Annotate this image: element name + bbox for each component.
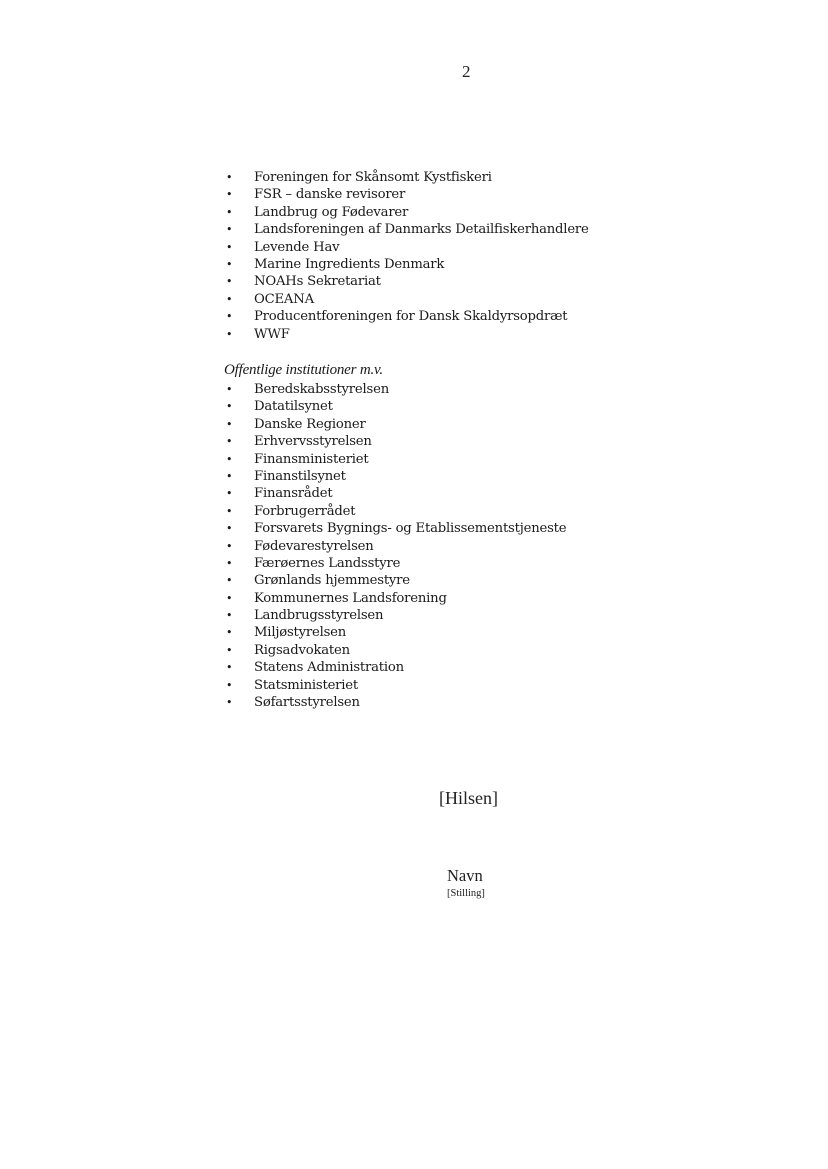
list-item-text: NOAHs Sekretariat — [254, 274, 381, 290]
list-item-text: Marine Ingredients Denmark — [254, 256, 445, 272]
list-item — [224, 239, 589, 256]
list-item-text: Erhvervsstyrelsen — [254, 434, 372, 450]
list-item-text: Landbrugsstyrelsen — [254, 608, 384, 624]
bullet-icon: • — [226, 643, 233, 657]
bullet-icon: • — [226, 310, 233, 324]
list-item — [224, 642, 566, 659]
bullet-icon: • — [226, 292, 233, 306]
list-item — [224, 169, 589, 186]
list-item — [224, 186, 589, 203]
bullet-icon: • — [226, 223, 233, 237]
list-item-text: Fødevarestyrelsen — [254, 538, 374, 554]
list-item — [224, 538, 566, 555]
bullet-icon: • — [226, 327, 233, 341]
list-item — [224, 607, 566, 624]
list-item-text: Foreningen for Skånsomt Kystfiskeri — [254, 170, 492, 185]
list-item-text: OCEANA — [254, 291, 314, 307]
list-item — [224, 677, 566, 694]
list-item-text: Statens Administration — [254, 660, 404, 676]
list-item — [224, 398, 566, 415]
list-item — [224, 326, 589, 343]
bullet-icon: • — [226, 574, 233, 588]
bullet-icon: • — [226, 188, 233, 202]
page-number: 2 — [462, 62, 471, 81]
list-item-text: Forbrugerrådet — [254, 503, 356, 519]
list-item — [224, 433, 566, 450]
bullet-icon: • — [226, 257, 233, 271]
list-item — [224, 416, 566, 433]
list-item-text: Finansministeriet — [254, 451, 369, 467]
list-item-text: Finanstilsynet — [254, 468, 346, 484]
list-item-text: WWF — [254, 326, 290, 342]
list-item — [224, 468, 566, 485]
list-item — [224, 485, 566, 502]
bullet-icon: • — [226, 383, 233, 396]
bullet-icon: • — [226, 504, 233, 518]
list-item — [224, 520, 566, 537]
section-heading-public-institutions: Offentlige institutioner m.v. — [224, 362, 383, 378]
bullet-icon: • — [226, 487, 233, 501]
list-item-text: FSR – danske revisorer — [254, 187, 406, 203]
list-item-text: Beredskabsstyrelsen — [254, 382, 389, 397]
list-item — [224, 291, 589, 308]
list-item-text: Datatilsynet — [254, 399, 333, 415]
bullet-icon: • — [226, 400, 233, 414]
signer-name: Navn — [447, 866, 483, 885]
list-item — [224, 308, 589, 325]
organization-list — [224, 169, 589, 343]
list-item — [224, 381, 566, 398]
list-item — [224, 555, 566, 572]
bullet-icon: • — [226, 435, 233, 449]
list-item-text: Forsvarets Bygnings- og Etablissementstjeneste — [254, 521, 567, 537]
list-item — [224, 572, 566, 589]
list-item — [224, 273, 589, 290]
bullet-icon: • — [226, 591, 233, 605]
list-item — [224, 256, 589, 273]
bullet-icon: • — [226, 275, 233, 289]
bullet-icon: • — [226, 240, 233, 254]
list-item-text: Landbrug og Fødevarer — [254, 204, 409, 220]
list-item — [224, 503, 566, 520]
list-item-text: Færøernes Landsstyre — [254, 555, 401, 571]
list-item — [224, 590, 566, 607]
list-item — [224, 204, 589, 221]
bullet-icon: • — [226, 678, 233, 692]
bullet-icon: • — [226, 205, 233, 219]
bullet-icon: • — [226, 696, 233, 710]
list-item-text: Danske Regioner — [254, 416, 366, 432]
greeting: [Hilsen] — [439, 788, 498, 808]
bullet-icon: • — [226, 556, 233, 570]
list-item — [224, 694, 566, 711]
list-item-text: Statsministeriet — [254, 677, 358, 693]
bullet-icon: • — [226, 522, 233, 536]
signer-title: [Stilling] — [447, 888, 485, 899]
bullet-icon: • — [226, 661, 233, 675]
bullet-icon: • — [226, 452, 233, 466]
list-item-text: Levende Hav — [254, 239, 340, 255]
list-item-text: Miljøstyrelsen — [254, 625, 347, 641]
list-item — [224, 451, 566, 468]
public-institution-list — [224, 381, 566, 711]
list-item-text: Landsforeningen af Danmarks Detailfiskerhandlere — [254, 222, 589, 238]
bullet-icon: • — [226, 171, 233, 184]
list-item-text: Producentforeningen for Dansk Skaldyrsopdræt — [254, 309, 568, 325]
list-item-text: Kommunernes Landsforening — [254, 590, 447, 606]
list-item-text: Grønlands hjemmestyre — [254, 573, 410, 589]
bullet-icon: • — [226, 417, 233, 431]
list-item — [224, 659, 566, 676]
bullet-icon: • — [226, 469, 233, 483]
list-item — [224, 221, 589, 238]
list-item-text: Søfartsstyrelsen — [254, 695, 360, 711]
list-item — [224, 624, 566, 641]
list-item-text: Finansrådet — [254, 486, 333, 502]
bullet-icon: • — [226, 539, 233, 553]
bullet-icon: • — [226, 626, 233, 640]
bullet-icon: • — [226, 609, 233, 623]
list-item-text: Rigsadvokaten — [254, 642, 350, 658]
